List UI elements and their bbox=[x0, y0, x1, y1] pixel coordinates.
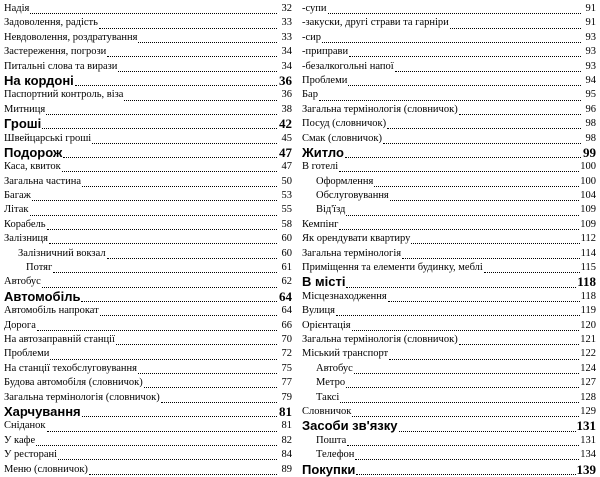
toc-entry-label: Як орендувати квартиру bbox=[302, 233, 411, 245]
toc-entry bbox=[4, 247, 292, 261]
dot-leader bbox=[92, 134, 277, 144]
toc-page-number: 32 bbox=[281, 3, 292, 14]
toc-entry bbox=[302, 16, 596, 30]
toc-entry-label: Бар bbox=[302, 89, 318, 101]
dot-leader bbox=[459, 335, 580, 345]
toc-right-column bbox=[302, 2, 596, 477]
dot-leader bbox=[118, 62, 277, 72]
dot-leader bbox=[349, 47, 581, 57]
toc-entry bbox=[4, 434, 292, 448]
toc-page-number: 94 bbox=[585, 74, 596, 86]
toc-entry bbox=[4, 304, 292, 318]
toc-entry-label: У ресторані bbox=[4, 449, 58, 461]
dot-leader bbox=[138, 364, 277, 374]
toc-entry-label: Від'їзд bbox=[316, 204, 346, 216]
toc-entry-label: В місті bbox=[302, 275, 346, 290]
toc-page-number: 100 bbox=[580, 175, 596, 187]
toc-entry bbox=[4, 2, 292, 16]
toc-page-number: 93 bbox=[585, 60, 596, 72]
toc-page-number: 129 bbox=[580, 405, 596, 417]
toc-section-heading bbox=[4, 146, 292, 160]
toc-page-number: 34 bbox=[281, 60, 292, 72]
dot-leader bbox=[390, 191, 579, 201]
toc-page-number: 55 bbox=[281, 204, 292, 216]
dot-leader bbox=[75, 76, 277, 86]
toc-entry-label: Автобус bbox=[316, 362, 353, 374]
dot-leader bbox=[47, 220, 277, 230]
toc-entry bbox=[302, 376, 596, 390]
toc-entry bbox=[4, 175, 292, 189]
toc-page-number: 72 bbox=[281, 348, 292, 360]
toc-entry bbox=[4, 448, 292, 462]
toc-entry-label: Будова автомобіля (словничок) bbox=[4, 377, 143, 389]
dot-leader bbox=[116, 335, 277, 345]
toc-page-number: 100 bbox=[580, 161, 596, 173]
dot-leader bbox=[161, 393, 277, 403]
toc-section-heading bbox=[302, 419, 596, 433]
toc-left-column bbox=[4, 2, 292, 477]
toc-entry-label: Залізниця bbox=[4, 233, 49, 245]
toc-entry-label: Загальна частина bbox=[4, 175, 82, 187]
toc-entry bbox=[302, 290, 596, 304]
dot-leader bbox=[138, 33, 277, 43]
toc-entry-label: Швейцарські гроші bbox=[4, 132, 92, 144]
dot-leader bbox=[46, 105, 277, 115]
toc-entry bbox=[4, 60, 292, 74]
dot-leader bbox=[336, 306, 580, 316]
toc-page-number: 96 bbox=[585, 103, 596, 115]
toc-entry-label: Міський транспорт bbox=[302, 348, 389, 360]
toc-entry bbox=[302, 117, 596, 131]
toc-entry-label: Кемпінг bbox=[302, 218, 339, 230]
toc-entry bbox=[302, 391, 596, 405]
toc-entry bbox=[302, 132, 596, 146]
dot-leader bbox=[355, 450, 579, 460]
toc-entry bbox=[302, 232, 596, 246]
dot-leader bbox=[374, 177, 579, 187]
toc-page-number: 50 bbox=[281, 175, 292, 187]
toc-entry-label: Каса, квиток bbox=[4, 161, 61, 173]
dot-leader bbox=[32, 191, 277, 201]
toc-entry-label: Приміщення та елементи будинку, меблі bbox=[302, 262, 483, 274]
dot-leader bbox=[389, 350, 579, 360]
toc-entry-label: Багаж bbox=[4, 190, 31, 202]
toc-entry bbox=[302, 31, 596, 45]
toc-page-number: 115 bbox=[580, 262, 596, 274]
dot-leader bbox=[339, 162, 579, 172]
toc-entry-label: -приправи bbox=[302, 46, 349, 58]
dot-leader bbox=[53, 263, 277, 273]
toc-entry-label: На станції техобслуговування bbox=[4, 362, 137, 374]
toc-entry bbox=[4, 232, 292, 246]
toc-entry-label: Смак (словничок) bbox=[302, 132, 382, 144]
toc-entry bbox=[4, 103, 292, 117]
dot-leader bbox=[62, 162, 277, 172]
toc-entry-label: На кордоні bbox=[4, 73, 74, 88]
toc-entry bbox=[302, 448, 596, 462]
toc-entry-label: Питальні слова та вирази bbox=[4, 60, 118, 72]
toc-entry-label: Задоволення, радість bbox=[4, 17, 98, 29]
dot-leader bbox=[348, 76, 581, 86]
toc-page-number: 98 bbox=[585, 132, 596, 144]
dot-leader bbox=[82, 177, 277, 187]
toc-entry-label: Автомобіль bbox=[4, 289, 81, 304]
toc-entry-label: Житло bbox=[302, 145, 344, 160]
dot-leader bbox=[450, 19, 581, 29]
toc-entry bbox=[4, 16, 292, 30]
toc-page-number: 122 bbox=[580, 348, 596, 360]
toc-page-number: 134 bbox=[580, 449, 596, 461]
toc-page-number: 60 bbox=[281, 247, 292, 259]
toc-page-number: 79 bbox=[281, 391, 292, 403]
toc-entry bbox=[302, 2, 596, 16]
toc-page-number: 58 bbox=[281, 218, 292, 230]
toc-page-number: 95 bbox=[585, 89, 596, 101]
toc-page-number: 45 bbox=[281, 132, 292, 144]
dot-leader bbox=[30, 206, 277, 216]
toc-page-number: 128 bbox=[580, 391, 596, 403]
toc-entry bbox=[302, 319, 596, 333]
toc-entry bbox=[302, 175, 596, 189]
dot-leader bbox=[356, 465, 575, 475]
dot-leader bbox=[352, 321, 580, 331]
toc-page-number: 81 bbox=[281, 420, 292, 432]
dot-leader bbox=[49, 234, 277, 244]
toc-entry bbox=[4, 419, 292, 433]
dot-leader bbox=[402, 249, 580, 259]
toc-page-number: 47 bbox=[281, 161, 292, 173]
toc-page-number: 118 bbox=[580, 290, 596, 302]
toc-page-number: 91 bbox=[585, 3, 596, 14]
toc-entry bbox=[4, 333, 292, 347]
toc-entry bbox=[302, 362, 596, 376]
dot-leader bbox=[81, 292, 277, 302]
toc-entry bbox=[4, 132, 292, 146]
toc-entry-label: -закуски, другі страви та гарніри bbox=[302, 17, 449, 29]
dot-leader bbox=[340, 393, 579, 403]
dot-leader bbox=[36, 436, 277, 446]
toc-entry bbox=[4, 88, 292, 102]
toc-entry-label: Митниця bbox=[4, 103, 46, 115]
toc-entry-label: Обслуговування bbox=[316, 190, 389, 202]
toc-entry bbox=[4, 218, 292, 232]
toc-page-number: 131 bbox=[576, 419, 596, 434]
dot-leader bbox=[42, 119, 277, 129]
toc-page-number: 127 bbox=[580, 377, 596, 389]
toc-entry-label: Літак bbox=[4, 204, 29, 216]
dot-leader bbox=[144, 378, 277, 388]
toc-page-number: 109 bbox=[580, 204, 596, 216]
dot-leader bbox=[395, 62, 581, 72]
toc-entry bbox=[302, 160, 596, 174]
toc-page-number: 33 bbox=[281, 17, 292, 29]
toc-page-number: 112 bbox=[580, 233, 596, 245]
toc-entry bbox=[302, 261, 596, 275]
toc-section-heading bbox=[302, 146, 596, 160]
toc-entry-label: -сир bbox=[302, 31, 322, 43]
dot-leader bbox=[124, 91, 277, 101]
toc-entry bbox=[4, 203, 292, 217]
toc-section-heading bbox=[302, 463, 596, 477]
toc-entry-label: Метро bbox=[316, 377, 346, 389]
toc-page-number: 66 bbox=[281, 319, 292, 331]
dot-leader bbox=[388, 292, 580, 302]
toc-page-number: 61 bbox=[281, 262, 292, 274]
toc-section-heading bbox=[4, 74, 292, 88]
dot-leader bbox=[58, 450, 277, 460]
toc-entry bbox=[4, 189, 292, 203]
toc-entry bbox=[4, 319, 292, 333]
toc-entry-label: Потяг bbox=[26, 262, 53, 274]
toc-page-number: 81 bbox=[279, 404, 292, 419]
toc-entry-label: Орієнтація bbox=[302, 319, 351, 331]
toc-entry-label: На автозаправній станції bbox=[4, 333, 115, 345]
dot-leader bbox=[345, 148, 581, 158]
toc-entry bbox=[4, 391, 292, 405]
dot-leader bbox=[107, 47, 277, 57]
toc-entry-label: -безалкогольні напої bbox=[302, 60, 394, 72]
toc-page-number: 42 bbox=[279, 117, 292, 132]
toc-page-number: 33 bbox=[281, 31, 292, 43]
toc-page-number: 109 bbox=[580, 218, 596, 230]
toc-entry bbox=[302, 218, 596, 232]
toc-entry-label: Застереження, погрози bbox=[4, 46, 107, 58]
toc-entry bbox=[302, 203, 596, 217]
dot-leader bbox=[484, 263, 580, 273]
dot-leader bbox=[459, 105, 581, 115]
toc-entry bbox=[302, 103, 596, 117]
toc-entry-label: Загальна термінологія (словничок) bbox=[302, 103, 458, 115]
toc-entry bbox=[4, 160, 292, 174]
toc-entry bbox=[4, 45, 292, 59]
toc-entry-label: Посуд (словничок) bbox=[302, 118, 387, 130]
toc-entry bbox=[4, 261, 292, 275]
toc-entry-label: Місцезнаходження bbox=[302, 290, 387, 302]
toc-entry-label: Автомобіль напрокат bbox=[4, 305, 99, 317]
dot-leader bbox=[399, 422, 576, 432]
dot-leader bbox=[319, 91, 581, 101]
toc-page-number: 64 bbox=[279, 289, 292, 304]
toc-page-number: 47 bbox=[279, 145, 292, 160]
dot-leader bbox=[42, 278, 277, 288]
toc-page-number: 53 bbox=[281, 190, 292, 202]
toc-page-number: 119 bbox=[580, 305, 596, 317]
dot-leader bbox=[322, 33, 581, 43]
toc-page-number: 38 bbox=[281, 103, 292, 115]
toc-page-number: 121 bbox=[580, 333, 596, 345]
dot-leader bbox=[47, 422, 277, 432]
toc-entry-label: Покупки bbox=[302, 462, 356, 477]
dot-leader bbox=[82, 407, 277, 417]
toc-entry-label: Невдоволення, роздратування bbox=[4, 31, 138, 43]
toc-entry bbox=[4, 463, 292, 477]
toc-entry-label: Гроші bbox=[4, 117, 42, 132]
toc-entry bbox=[302, 347, 596, 361]
toc-entry-label: Корабель bbox=[4, 218, 46, 230]
toc-entry-label: -супи bbox=[302, 3, 327, 14]
toc-page-number: 84 bbox=[281, 449, 292, 461]
toc-entry-label: Загальна термінологія (словничок) bbox=[302, 333, 458, 345]
toc-page-number: 60 bbox=[281, 233, 292, 245]
toc-page-number: 70 bbox=[281, 333, 292, 345]
dot-leader bbox=[328, 4, 581, 14]
toc-page-number: 62 bbox=[281, 276, 292, 288]
toc-page-number: 64 bbox=[281, 305, 292, 317]
toc-section-heading bbox=[4, 405, 292, 419]
toc-page-number: 131 bbox=[580, 434, 596, 446]
toc-entry bbox=[302, 45, 596, 59]
toc-entry bbox=[302, 333, 596, 347]
toc-section-heading bbox=[4, 117, 292, 131]
dot-leader bbox=[107, 249, 277, 259]
toc-entry-label: Паспортний контроль, віза bbox=[4, 89, 124, 101]
toc-entry-label: Проблеми bbox=[4, 348, 50, 360]
toc-page-number: 104 bbox=[580, 190, 596, 202]
toc-entry-label: Загальна термінологія (словничок) bbox=[4, 391, 160, 403]
toc-entry bbox=[4, 376, 292, 390]
toc-entry-label: Дорога bbox=[4, 319, 36, 331]
toc-entry bbox=[302, 88, 596, 102]
toc-entry-label: Меню (словничок) bbox=[4, 463, 88, 475]
dot-leader bbox=[89, 465, 277, 475]
toc-page-number: 118 bbox=[577, 275, 596, 290]
toc-page-number: 36 bbox=[281, 89, 292, 101]
toc-entry bbox=[302, 434, 596, 448]
toc-page-number: 91 bbox=[585, 17, 596, 29]
toc-entry bbox=[4, 275, 292, 289]
dot-leader bbox=[352, 407, 579, 417]
toc-entry-label: Залізничний вокзал bbox=[18, 247, 106, 259]
toc-entry-label: Засоби зв'язку bbox=[302, 419, 398, 434]
toc-page-number: 34 bbox=[281, 46, 292, 58]
toc-page-number: 114 bbox=[580, 247, 596, 259]
toc-page-number: 82 bbox=[281, 434, 292, 446]
toc-page-number: 93 bbox=[585, 31, 596, 43]
toc-entry-label: Подорож bbox=[4, 145, 63, 160]
dot-leader bbox=[99, 19, 277, 29]
dot-leader bbox=[346, 278, 576, 288]
toc-entry bbox=[4, 347, 292, 361]
dot-leader bbox=[63, 148, 277, 158]
toc-entry-label: Проблеми bbox=[302, 74, 348, 86]
dot-leader bbox=[354, 364, 579, 374]
toc-entry-label: Загальна термінологія bbox=[302, 247, 402, 259]
toc-entry-label: Телефон bbox=[316, 449, 355, 461]
dot-leader bbox=[383, 134, 581, 144]
toc-page-number: 98 bbox=[585, 118, 596, 130]
toc-page-number: 120 bbox=[580, 319, 596, 331]
toc-entry-label: Вулиця bbox=[302, 305, 335, 317]
toc-entry-label: Оформлення bbox=[316, 175, 374, 187]
dot-leader bbox=[100, 306, 277, 316]
toc-entry bbox=[302, 189, 596, 203]
toc-entry bbox=[302, 304, 596, 318]
toc-entry-label: Автобус bbox=[4, 276, 41, 288]
toc-entry bbox=[4, 31, 292, 45]
toc-entry bbox=[302, 74, 596, 88]
toc-page-number: 99 bbox=[583, 145, 596, 160]
dot-leader bbox=[30, 4, 277, 14]
toc-page-number: 89 bbox=[281, 463, 292, 475]
toc-section-heading bbox=[302, 275, 596, 289]
dot-leader bbox=[339, 220, 579, 230]
toc-page-number: 93 bbox=[585, 46, 596, 58]
toc-entry bbox=[4, 362, 292, 376]
toc-entry bbox=[302, 405, 596, 419]
toc-entry-label: Харчування bbox=[4, 404, 81, 419]
toc-entry-label: В готелі bbox=[302, 161, 339, 173]
toc-entry bbox=[302, 60, 596, 74]
toc-page-number: 77 bbox=[281, 377, 292, 389]
dot-leader bbox=[346, 378, 579, 388]
toc-entry-label: Таксі bbox=[316, 391, 340, 403]
dot-leader bbox=[50, 350, 277, 360]
toc-entry-label: Сніданок bbox=[4, 420, 46, 432]
toc-section-heading bbox=[4, 290, 292, 304]
toc-entry-label: Надія bbox=[4, 3, 30, 14]
toc-page-number: 36 bbox=[279, 73, 292, 88]
toc-page-number: 124 bbox=[580, 362, 596, 374]
dot-leader bbox=[411, 234, 579, 244]
toc-entry-label: Словничок bbox=[302, 405, 352, 417]
toc-page-number: 139 bbox=[576, 462, 596, 477]
toc-page-number: 75 bbox=[281, 362, 292, 374]
dot-leader bbox=[37, 321, 277, 331]
dot-leader bbox=[346, 206, 579, 216]
toc-entry-label: У кафе bbox=[4, 434, 36, 446]
dot-leader bbox=[347, 436, 579, 446]
toc-entry bbox=[302, 247, 596, 261]
dot-leader bbox=[387, 119, 581, 129]
toc-entry-label: Пошта bbox=[316, 434, 347, 446]
